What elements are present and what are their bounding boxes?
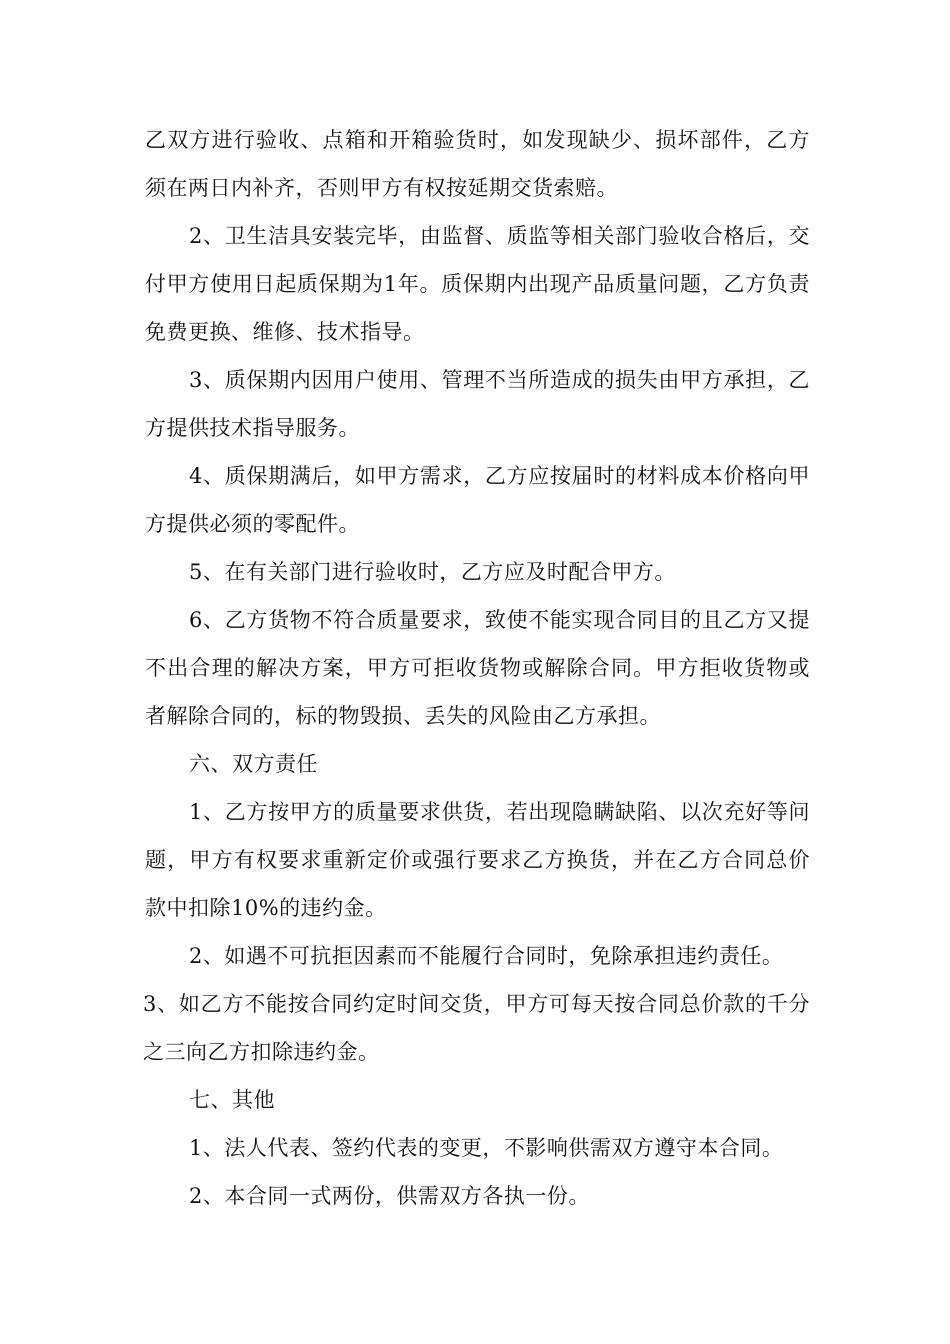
paragraph-late-delivery: 3、如乙方不能按合同约定时间交货，甲方可每天按合同总价款的千分之三向乙方扣除违约金。 — [143, 992, 810, 1064]
section-heading-responsibilities: 六、双方责任 — [189, 752, 318, 776]
paragraph-rejection: 6、乙方货物不符合质量要求，致使不能实现合同目的且乙方又提不出合理的解决方案，甲方可拒收货物或解除合同。甲方拒收货物或者解除合同的，标的物毁损、丢失的风险由乙方承担。 — [145, 608, 810, 728]
paragraph-acceptance-continued: 乙双方进行验收、点箱和开箱验货时，如发现缺少、损坏部件，乙方须在两日内补齐，否则甲方有权按延期交货索赔。 — [145, 128, 810, 200]
section-heading-other: 七、其他 — [189, 1088, 275, 1112]
paragraph-improper-use: 3、质保期内因用户使用、管理不当所造成的损失由甲方承担，乙方提供技术指导服务。 — [145, 368, 810, 440]
paragraph-force-majeure: 2、如遇不可抗拒因素而不能履行合同时，免除承担违约责任。 — [189, 944, 784, 968]
paragraph-representative-change: 1、法人代表、签约代表的变更，不影响供需双方遵守本合同。 — [189, 1136, 784, 1160]
paragraph-quality-penalty: 1、乙方按甲方的质量要求供货，若出现隐瞒缺陷、以次充好等问题，甲方有权要求重新定价或强行要求乙方换货，并在乙方合同总价款中扣除10%的违约金。 — [145, 800, 810, 920]
paragraph-copies: 2、本合同一式两份，供需双方各执一份。 — [189, 1184, 590, 1208]
document-body — [145, 116, 810, 1220]
paragraph-warranty-period: 2、卫生洁具安装完毕，由监督、质监等相关部门验收合格后，交付甲方使用日起质保期为1年。质保期内出现产品质量问题，乙方负责免费更换、维修、技术指导。 — [145, 224, 810, 344]
paragraph-acceptance-cooperation: 5、在有关部门进行验收时，乙方应及时配合甲方。 — [189, 560, 676, 584]
paragraph-spare-parts: 4、质保期满后，如甲方需求，乙方应按届时的材料成本价格向甲方提供必须的零配件。 — [145, 464, 810, 536]
